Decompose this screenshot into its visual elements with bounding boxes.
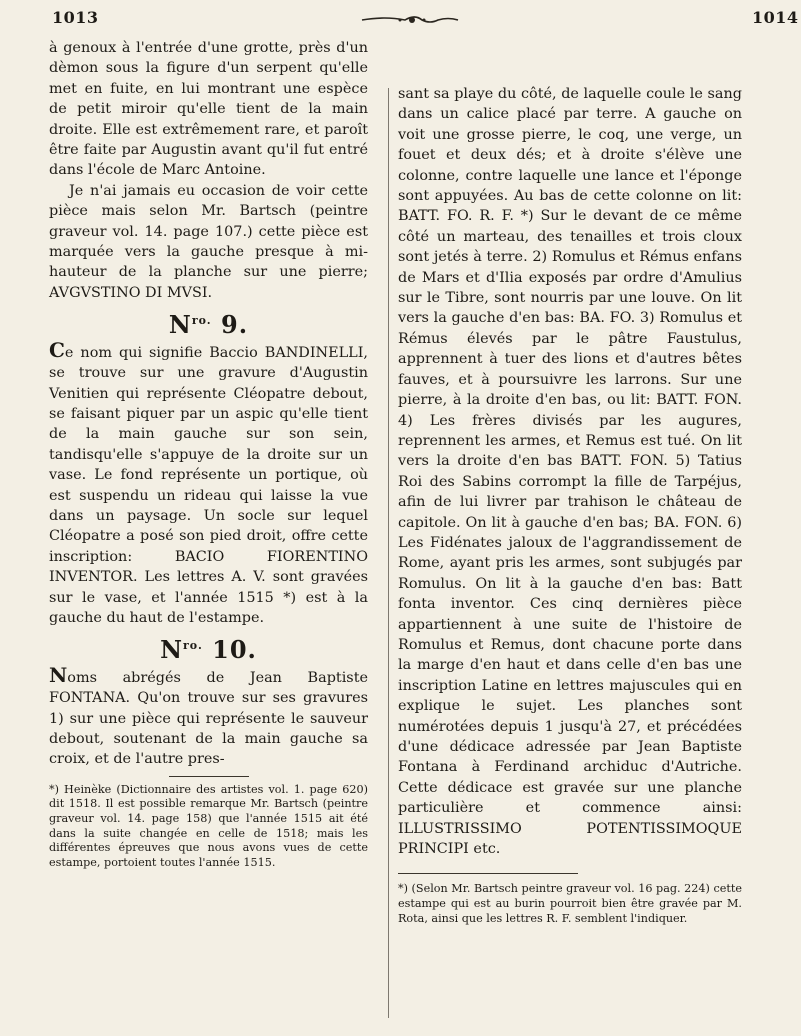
left-paragraph-1: à genoux à l'entrée d'une grotte, près d'un dèmon sous la figure d'un serpent qu'elle met en fuite, en lui montrant une espèce de petit miroir qu'elle tient de la main droite. Elle est extrêmement rare, et paroît être faite par Augustin avant qu'il fut entré dans l'école de Marc Antoine. — [49, 40, 368, 179]
page-number-left: 1013 — [52, 8, 99, 27]
left-paragraph-4 — [49, 662, 368, 770]
footnote-rule-right — [398, 873, 578, 874]
heading-10-prefix: N — [160, 635, 184, 665]
right-paragraph-1: sant sa playe du côté, de laquelle coule le sang dans un calice placé par terre. A gauche on voit une grosse pierre, le coq, une verge, un fouet et deux dés; et à droite s'élève une colonne, contre laquelle une lance et l'éponge sont appuyées. Au bas de cette colonne on lit: BATT. FO. R. F. *) Sur le devant de ce même côté un marteau, des tenailles et trois cloux sont jetés à terre. 2) Romulus et Rémus enfans de Mars et d'Ilia exposés par ordre d'Amulius sur le Tibre, sont nourris par une louve. On lit vers la gauche d'en bas: BA. FO. 3) Romulus et Rémus élevés par le pâtre Faustulus, apprennent à tuer des lions et d'autres bêtes fauves, et à poursuivre les larrons. Sur une pierre, à la droite d'en bas, ou lit: BATT. FON. 4) Les frères divisés par les augures, reprennent les armes, et Remus est tué. On lit vers la droite d'en bas BATT. FON. 5) Tatius Roi des Sabins corrompt la fille de Tarpéjus, afin de lui livrer par trahison le château de capitole. On lit à gauche d'en bas; BA. FON. 6) Les Fidénates jaloux de l'aggrandissement de Rome, ayant pris les armes, sont subjugés par Romulus. On lit à la gauche d'en bas: Batt fonta inventor. Ces cinq dernières pièce appartiennent à une suite de l'histoire de Romulus et Remus, dont chacune porte dans la marge d'en haut et dans celle d'en bas une inscription Latine en lettres majuscules qui en explique le sujet. Les planches sont numérotées depuis 1 jusqu'à 27, et précédées d'une dédicace adressée par Jean Baptiste Fontana à Ferdinand archiduc d'Autriche. Cette dédicace est gravée sur une planche particulière et commence ainsi: ILLUSTRISSIMO POTENTISSIMOQUE PRINCIPI etc. — [398, 86, 742, 858]
dropcap-c: C — [49, 337, 65, 362]
left-column — [49, 38, 368, 870]
left-paragraph-4-text: oms abrégés de Jean Baptiste FONTANA. Qu'on trouve sur ses gravures 1) sur une pièce qui représente le sauveur debout, soutenant de la main gauche sa croix, et de l'autre pres- — [49, 669, 368, 768]
page-number-right: 1014 — [752, 8, 799, 27]
dropcap-n: N — [49, 662, 68, 687]
column-divider — [388, 88, 389, 1018]
right-footnote: *) (Selon Mr. Bartsch peintre graveur vol. 16 pag. 224) cette estampe qui est au burin pourroit bien être gravée par M. Rota, ainsi que les lettres R. F. semblent l'indiquer. — [398, 882, 742, 925]
heading-10-num: 10. — [202, 635, 257, 665]
heading-9-num: 9. — [211, 310, 249, 340]
footnote-rule-left — [169, 776, 249, 777]
heading-9-sup: ro. — [191, 314, 212, 328]
left-paragraph-2: Je n'ai jamais eu occasion de voir cette pièce mais selon Mr. Bartsch (peintre graveur vol. 14. page 107.) cette pièce est marquée vers la gauche presque à mi-hauteur de la planche sur une pierre; AVGVSTINO DI MVSI. — [49, 182, 368, 301]
left-paragraph-3 — [49, 337, 368, 629]
left-footnote: *) Heinèke (Dictionnaire des artistes vol. 1. page 620) dit 1518. Il est possible remarque Mr. Bartsch (peintre graveur vol. 14. page 158) que l'année 1515 ait été dans la suite changée en celle de 1518; mais les différentes épreuves que nous avons vues de cette estampe, portoient toutes l'année 1515. — [49, 782, 368, 869]
right-column — [398, 84, 742, 926]
heading-10-sup: ro. — [183, 639, 203, 653]
fleuron-ornament-icon — [360, 14, 460, 26]
heading-number-10 — [49, 635, 368, 665]
heading-number-9 — [49, 310, 368, 340]
left-paragraph-3-text: e nom qui signifie Baccio BANDINELLI, se trouve sur une gravure d'Augustin Venitien qui représente Cléopatre debout, se faisant piquer par un aspic qu'elle tient de la main gauche sur son sein, tandisqu'elle s'appuye de la droite sur un vase. Le fond représente un portique, où est suspendu un rideau qui laisse la vue dans un paysage. Un socle sur lequel Cléopatre a posé son pied droit, offre cette inscription: BACIO FIORENTINO INVENTOR. Les lettres A. V. sont gravées sur le vase, et l'année 1515 *) est à la gauche du haut de l'estampe. — [49, 344, 368, 626]
heading-9-prefix: N — [168, 310, 192, 340]
